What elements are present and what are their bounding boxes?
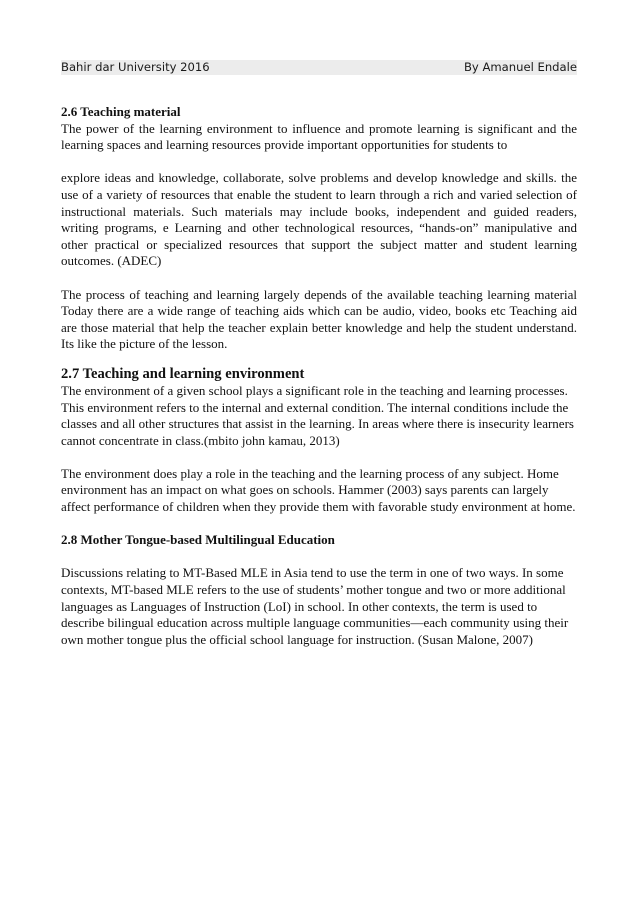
paragraph: The environment does play a role in the teaching and the learning process of any subject. Home environment has an impact on what goes on schools. Hammer (2003) says parents can largely affect performance of children when they provide them with favorable study environment at home.	[61, 465, 576, 515]
header-author: By Amanuel Endale	[463, 60, 577, 74]
header-university: Bahir dar University 2016	[61, 60, 210, 74]
paragraph: explore ideas and knowledge, collaborate, solve problems and develop knowledge and skills. the use of a variety of resources that enable the student to learn through a rich and varied selection of instructional materials. Such materials may include books, independent and guided readers, writing programs, e Learning and other technological resources, “hands-on” manipulative and other practical or specialized resources that support the subject matter and student learning outcomes. (ADEC)	[61, 170, 577, 269]
page-header	[61, 60, 577, 75]
section-heading-teaching-environment: 2.7 Teaching and learning environment	[61, 365, 305, 382]
paragraph: Discussions relating to MT-Based MLE in Asia tend to use the term in one of two ways. In some contexts, MT-based MLE refers to the use of students’ mother tongue and two or more additional languages as Languages of Instruction (LoI) in school. In other contexts, the term is used to describe bilingual education across multiple language communities—each community using their own mother tongue plus the official school language for instruction. (Susan Malone, 2007)	[61, 565, 569, 647]
paragraph: The power of the learning environment to influence and promote learning is significant and the learning spaces and learning resources provide important opportunities for students to	[61, 120, 577, 153]
section-heading-mother-tongue: 2.8 Mother Tongue-based Multilingual Education	[61, 532, 335, 548]
section-2-7	[61, 365, 577, 516]
section-heading-teaching-material: 2.6 Teaching material	[61, 104, 181, 119]
paragraph: The environment of a given school plays a significant role in the teaching and learning processes. This environment refers to the internal and external condition. The internal conditions include the classes and all other structures that assist in the learning. In areas where there is insecurity learners cannot concentrate in class.(mbito john kamau, 2013)	[61, 382, 574, 448]
section-2-8	[61, 532, 577, 648]
section-2-6	[61, 104, 577, 353]
paragraph: The process of teaching and learning largely depends of the available teaching learning material Today there are a wide range of teaching aids which can be audio, video, books etc Teaching aid are those material that help the teacher explain better knowledge and help the student understand. Its like the picture of the lesson.	[61, 286, 577, 352]
document-body	[61, 104, 577, 648]
